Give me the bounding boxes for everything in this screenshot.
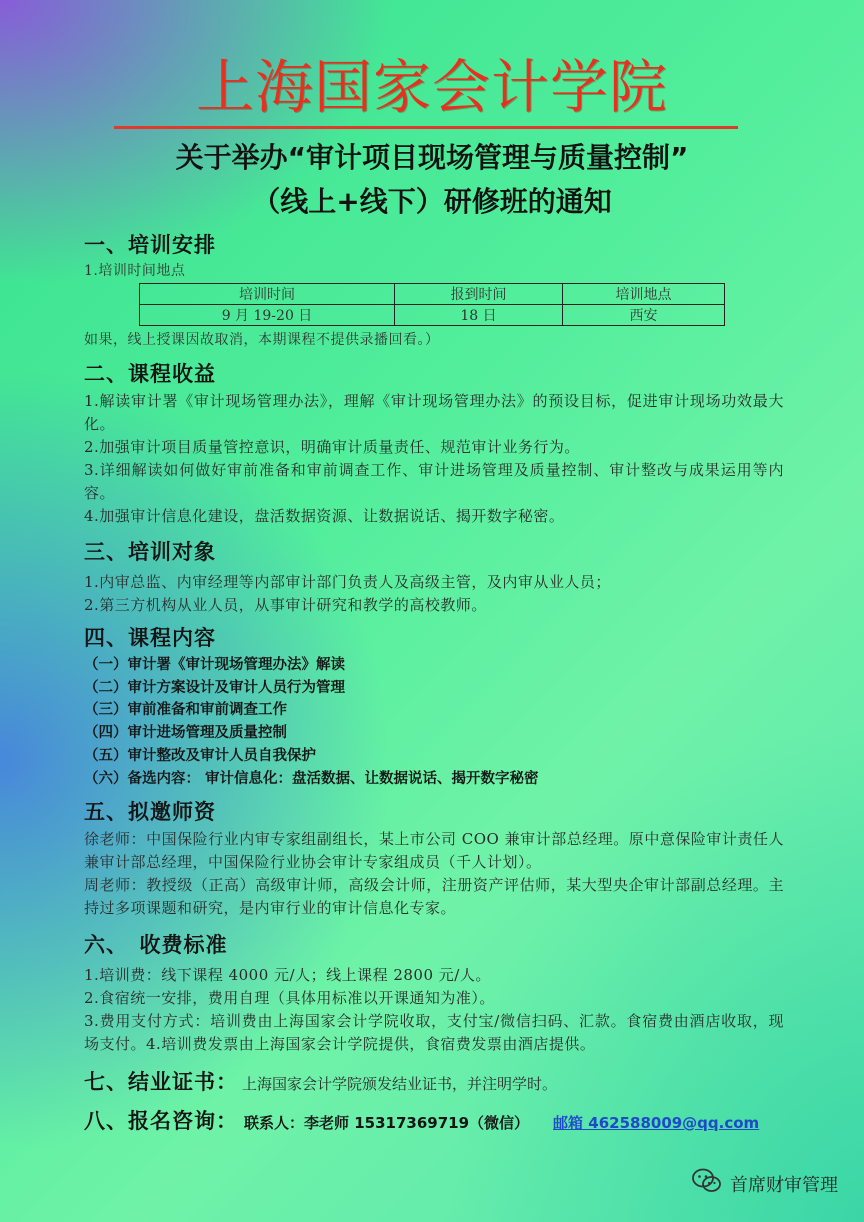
fee-item: 3.费用支付方式：培训费由上海国家会计学院收取，支付宝/微信扫码、汇款。食宿费由酒店收取，现场支付。4.培训费发票由上海国家会计学院提供，食宿费发票由酒店提供。 — [84, 1012, 784, 1053]
section-heading-arrangement: 一、培训安排 — [84, 233, 216, 257]
registration-email-link[interactable]: 邮箱 462588009@qq.com — [553, 1114, 760, 1132]
list-item: （六）备选内容： 审计信息化：盘活数据、让数据说话、揭开数字秘密 — [84, 770, 539, 787]
section-heading-content: 四、课程内容 — [84, 626, 216, 650]
teacher-bio: 周老师：教授级（正高）高级审计师，高级会计师，注册资产评估师，某大型央企审计部副总经理。主持过多项课题和研究，是内审行业的审计信息化专家。 — [84, 876, 784, 917]
table-cell: 18 日 — [395, 305, 563, 326]
wechat-account-name: 首席财审管理 — [730, 1174, 838, 1196]
registration-contact: 联系人：李老师 15317369719（微信） — [244, 1114, 530, 1132]
table-header-cell: 培训地点 — [563, 284, 725, 305]
table-header-cell: 培训时间 — [140, 284, 395, 305]
teacher-bio: 徐老师：中国保险行业内审专家组副组长，某上市公司 COO 兼审计部总经理。原中意保险审计责任人兼审计部总经理，中国保险行业协会审计专家组成员（千人计划）。 — [84, 830, 784, 871]
certificate-text: 上海国家会计学院颁发结业证书，并注明学时。 — [242, 1075, 558, 1093]
list-item: （一）审计署《审计现场管理办法》解读 — [84, 657, 345, 673]
section-heading-teachers: 五、拟邀师资 — [84, 800, 216, 824]
content-list — [84, 654, 539, 790]
registration-line — [84, 1105, 759, 1135]
arrangement-subheading: 1.培训时间地点 — [84, 263, 186, 279]
schedule-table — [139, 283, 725, 326]
fee-item: 2.食宿统一安排，费用自理（具体用标准以开课通知为准）。 — [84, 989, 495, 1007]
wechat-icon — [692, 1168, 722, 1199]
arrangement-note: 如果，线上授课因故取消，本期课程不提供录播回看。） — [84, 332, 440, 348]
notice-subtitle-line2: （线上+线下）研修班的通知 — [252, 185, 612, 218]
section-heading-audience: 三、培训对象 — [84, 540, 216, 564]
fee-item: 1.培训费：线下课程 4000 元/人；线上课程 2800 元/人。 — [84, 966, 491, 984]
list-item: （三）审前准备和审前调查工作 — [84, 702, 287, 719]
benefit-item: 2.加强审计项目质量管控意识，明确审计质量责任、规范审计业务行为。 — [84, 438, 580, 456]
benefit-item: 3.详细解读如何做好审前准备和审前调查工作、审计进场管理及质量控制、审计整改与成果运用等内容。 — [84, 461, 784, 502]
page-title: 上海国家会计学院 — [195, 53, 668, 121]
section-heading-certificate: 七、结业证书： — [84, 1070, 238, 1094]
table-header-cell: 报到时间 — [395, 284, 563, 305]
list-item: （五）审计整改及审计人员自我保护 — [84, 747, 316, 764]
table-row — [140, 305, 725, 326]
section-heading-registration: 八、报名咨询： — [84, 1109, 238, 1133]
certificate-line — [84, 1066, 557, 1096]
table-header-row — [140, 284, 725, 305]
wechat-watermark — [692, 1168, 838, 1199]
title-divider — [114, 126, 738, 129]
section-heading-fees: 六、 收费标准 — [84, 933, 228, 957]
list-item: （二）审计方案设计及审计人员行为管理 — [84, 679, 345, 696]
section-heading-benefits: 二、课程收益 — [84, 362, 216, 386]
audience-item: 2.第三方机构从业人员，从事审计研究和教学的高校教师。 — [84, 596, 487, 614]
benefit-item: 1.解读审计署《审计现场管理办法》，理解《审计现场管理办法》的预设目标，促进审计现场功效最大化。 — [84, 392, 784, 433]
audience-item: 1.内审总监、内审经理等内部审计部门负责人及高级主管，及内审从业人员； — [84, 573, 611, 591]
table-cell: 9 月 19-20 日 — [140, 305, 395, 326]
list-item: （四）审计进场管理及质量控制 — [84, 725, 287, 742]
benefit-item: 4.加强审计信息化建设，盘活数据资源、让数据说话、揭开数字秘密。 — [84, 507, 565, 525]
table-cell: 西安 — [563, 305, 725, 326]
notice-subtitle-line1: 关于举办“审计项目现场管理与质量控制” — [175, 141, 689, 174]
